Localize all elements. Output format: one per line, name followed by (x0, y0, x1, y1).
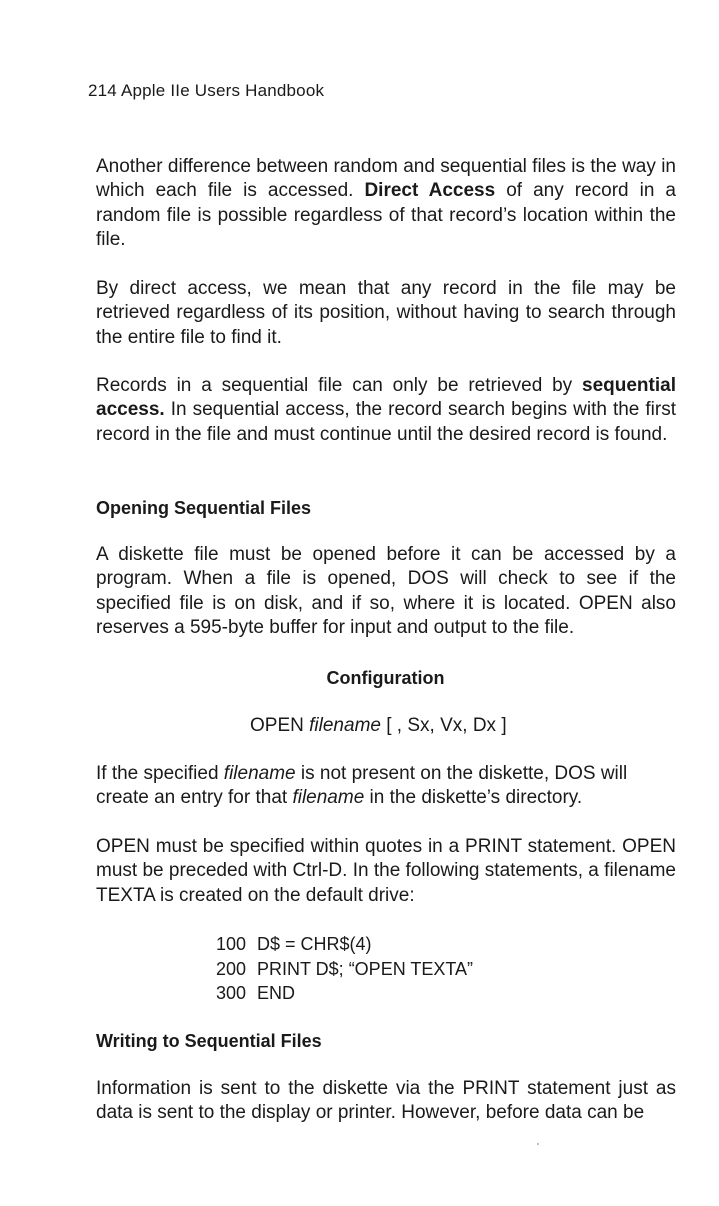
para5-part3: in the diskette’s directory. (364, 787, 583, 809)
para1-text-end: of any record in a random file is possible regardless of that record’s location within the file. (96, 180, 676, 251)
syntax-command: OPEN (250, 715, 304, 736)
print-speck (537, 1143, 539, 1145)
para1-text-start: Another difference between random and sequential files is the way in which each file is accessed. (96, 156, 676, 202)
para6-text: OPEN must be specified within quotes in a PRINT statement. OPEN must be preceded with Ctrl-D. In the following statements, a filename TEXTA is created on the default drive: (96, 836, 676, 906)
paragraph-random-vs-sequential (96, 155, 676, 253)
section-heading-writing-sequential-files: Writing to Sequential Files (96, 1031, 322, 1051)
para5-part2: is not present on the diskette, DOS will create an entry for that (96, 763, 628, 809)
configuration-heading: Configuration (326, 668, 445, 688)
para5-filename-2: filename (292, 787, 365, 809)
code-line (216, 932, 473, 957)
code-line (216, 957, 473, 982)
paragraph-writing-files (96, 1077, 676, 1126)
para5-part1: If the specified (96, 763, 224, 784)
term-sequential-access: sequential access. (96, 375, 676, 421)
code-statement: END (257, 983, 296, 1003)
code-line (216, 981, 473, 1006)
syntax-options: [ , Sx, Vx, Dx ] (386, 715, 507, 736)
term-direct-access: Direct Access (364, 180, 496, 202)
paragraph-open-print-statement (96, 835, 676, 908)
line-number: 200 (216, 958, 247, 979)
para7-text: Information is sent to the diskette via the PRINT statement just as data is sent to the display or printer. However, before data can be (96, 1078, 676, 1124)
code-listing (216, 932, 473, 1006)
para3-text-end: In sequential access, the record search begins with the first record in the file and must continue until the desired record is found. (96, 399, 676, 445)
code-statement: PRINT D$; “OPEN TEXTA” (257, 958, 474, 979)
para2-text: By direct access, we mean that any record in the file may be retrieved regardless of its position, without having to search through the entire file to find it. (96, 278, 676, 348)
syntax-argument: filename (309, 715, 381, 736)
paragraph-opening-files (96, 543, 676, 641)
para3-text-start: Records in a sequential file can only be retrieved by (96, 375, 583, 396)
code-statement: D$ = CHR$(4) (257, 934, 372, 954)
line-number: 300 (216, 983, 247, 1003)
line-number: 100 (216, 934, 247, 954)
para5-filename-1: filename (223, 763, 296, 784)
paragraph-direct-access-definition (96, 277, 676, 350)
paragraph-filename-entry (96, 762, 676, 811)
para4-text: A diskette file must be opened before it can be accessed by a program. When a file is opened, DOS will check to see if the specified file is on disk, and if so, where it is located. OPEN also reserves a 595-byte buffer for input and output to the file. (96, 544, 676, 639)
running-head: 214 Apple IIe Users Handbook (88, 81, 325, 100)
open-syntax (250, 714, 507, 738)
section-heading-opening-sequential-files: Opening Sequential Files (96, 498, 312, 518)
paragraph-sequential-access (96, 374, 676, 447)
